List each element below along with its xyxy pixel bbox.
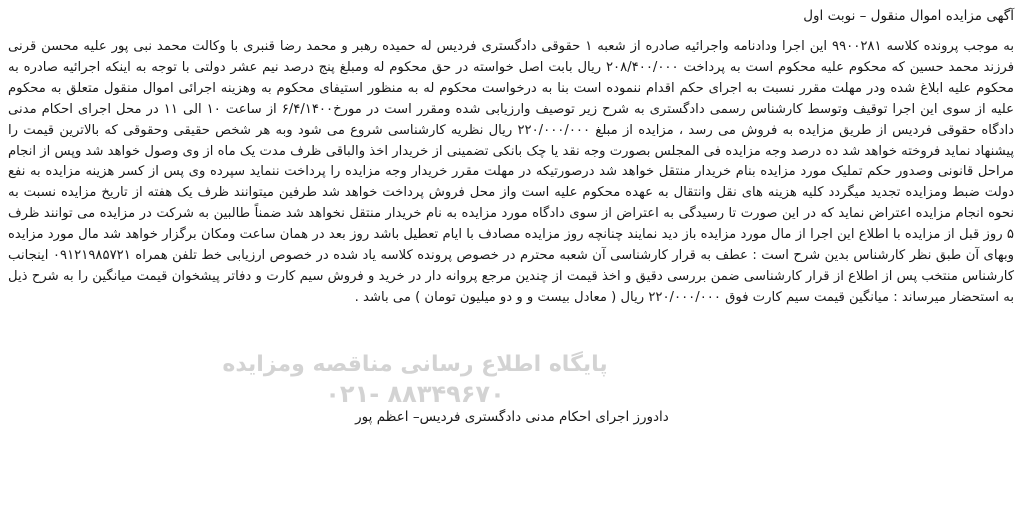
watermark-phone: ۰۲۱- ۸۸۳۴۹۶۷۰ bbox=[325, 380, 505, 408]
notice-signature: دادورز اجرای احکام مدنی دادگستری فردیس– اعظم پور bbox=[355, 409, 669, 425]
notice-body: به موجب پرونده کلاسه ۹۹۰۰۲۸۱ این اجرا ودادنامه واجرائیه صادره از شعبه ۱ حقوقی دادگستری فردیس له حمیده رهبر و محمد رضا قنبری با وکالت محمد نبی پور علیه محسن قرنی فرزند محمد حسین که محکوم علیه محکوم است به پرداخت ۲۰۸/۴۰۰/۰۰۰ ریال بابت اصل خواسته در حق محکوم له ومبلغ پنج درصد نیم عشر دولتی با توجه به اینکه اجرائیه صادره به محکوم علیه ابلاغ شده ودر مهلت مقرر نسبت به اجرای حکم اقدام ننموده است بنا به درخواست محکوم له به منظور استیفای محکوم به وهزینه اجرائی اموال منقول متعلق به محکوم علیه از سوی این اجرا توقیف وتوسط کارشناس رسمی دادگستری به شرح زیر توصیف وارزیابی شده ومقرر است در مورخ۶/۴/۱۴۰۰ از ساعت ۱۰ الی ۱۱ در محل اجرای احکام مدنی دادگاه حقوقی فردیس از طریق مزایده به فروش می رسد ، مزایده از مبلغ ۲۲۰/۰۰۰/۰۰۰ ریال نظریه کارشناسی شروع می شود وبه هر شخص حقیقی وحقوقی که بالاترین قیمت را پیشنهاد نماید فروخته خواهد شد ده درصد وجه مزایده فی المجلس بصورت وجه نقد یا چک بانکی تضمینی از خریدار اخذ والباقی ظرف مدت یک ماه از وی وصول خواهد شد وپس از انجام مراحل قانونی وصدور حکم تملیک مورد مزایده بنام خریدار منتقل خواهد شد درصورتیکه در مهلت مقرر خریدار وجه مزایده را پرداخت ننماید سپرده وی پس از کسر هزینه مزایده به نفع دولت ضبط ومزایده تجدید میگردد کلیه هزینه های نقل وانتقال به عهده محکوم علیه است واز محل فروش پرداخت خواهد شد طرفین میتوانند ظرف یک هفته از تاریخ مزایده نسبت به نحوه انجام مزایده اعتراض نماید که در این صورت تا رسیدگی به اعتراض از سوی دادگاه مورد مزایده به نام خریدار منتقل نخواهد شد ضمناً طالبین به شرکت در مزایده می توانند ظرف ۵ روز قبل از مزایده با اطلاع این اجرا از مال مورد مزایده باز دید نمایند چنانچه روز مزایده مصادف با ایام تعطیل باشد روز بعد در همان ساعت ومکان برگزار خواهد شد مال مورد مزایده وبهای آن طبق نظر کارشناس بدین شرح است : عطف به قرار کارشناسی آن شعبه محترم در خصوص پرونده کلاسه یاد شده در خصوص ارزیابی خط تلفن همراه ۰۹۱۲۱۹۸۵۷۲۱ اینجانب کارشناس منتخب پس از اطلاع از قرار کارشناسی ضمن بررسی دقیق و اخذ قیمت از چندین مرجع پروانه دار در خرید و فروش سیم کارت و دفاتر پیشخوان قیمت میانگین را به شرح ذیل به استحضار میرساند : میانگین قیمت سیم کارت فوق ۲۲۰/۰۰۰/۰۰۰ ریال ( معادل بیست و و دو میلیون تومان ) می باشد . bbox=[8, 39, 1015, 305]
watermark-site-name: پایگاه اطلاع رسانی مناقصه ومزایده bbox=[222, 352, 608, 377]
notice-title: آگهی مزایده اموال منقول – نوبت اول bbox=[803, 8, 1014, 24]
